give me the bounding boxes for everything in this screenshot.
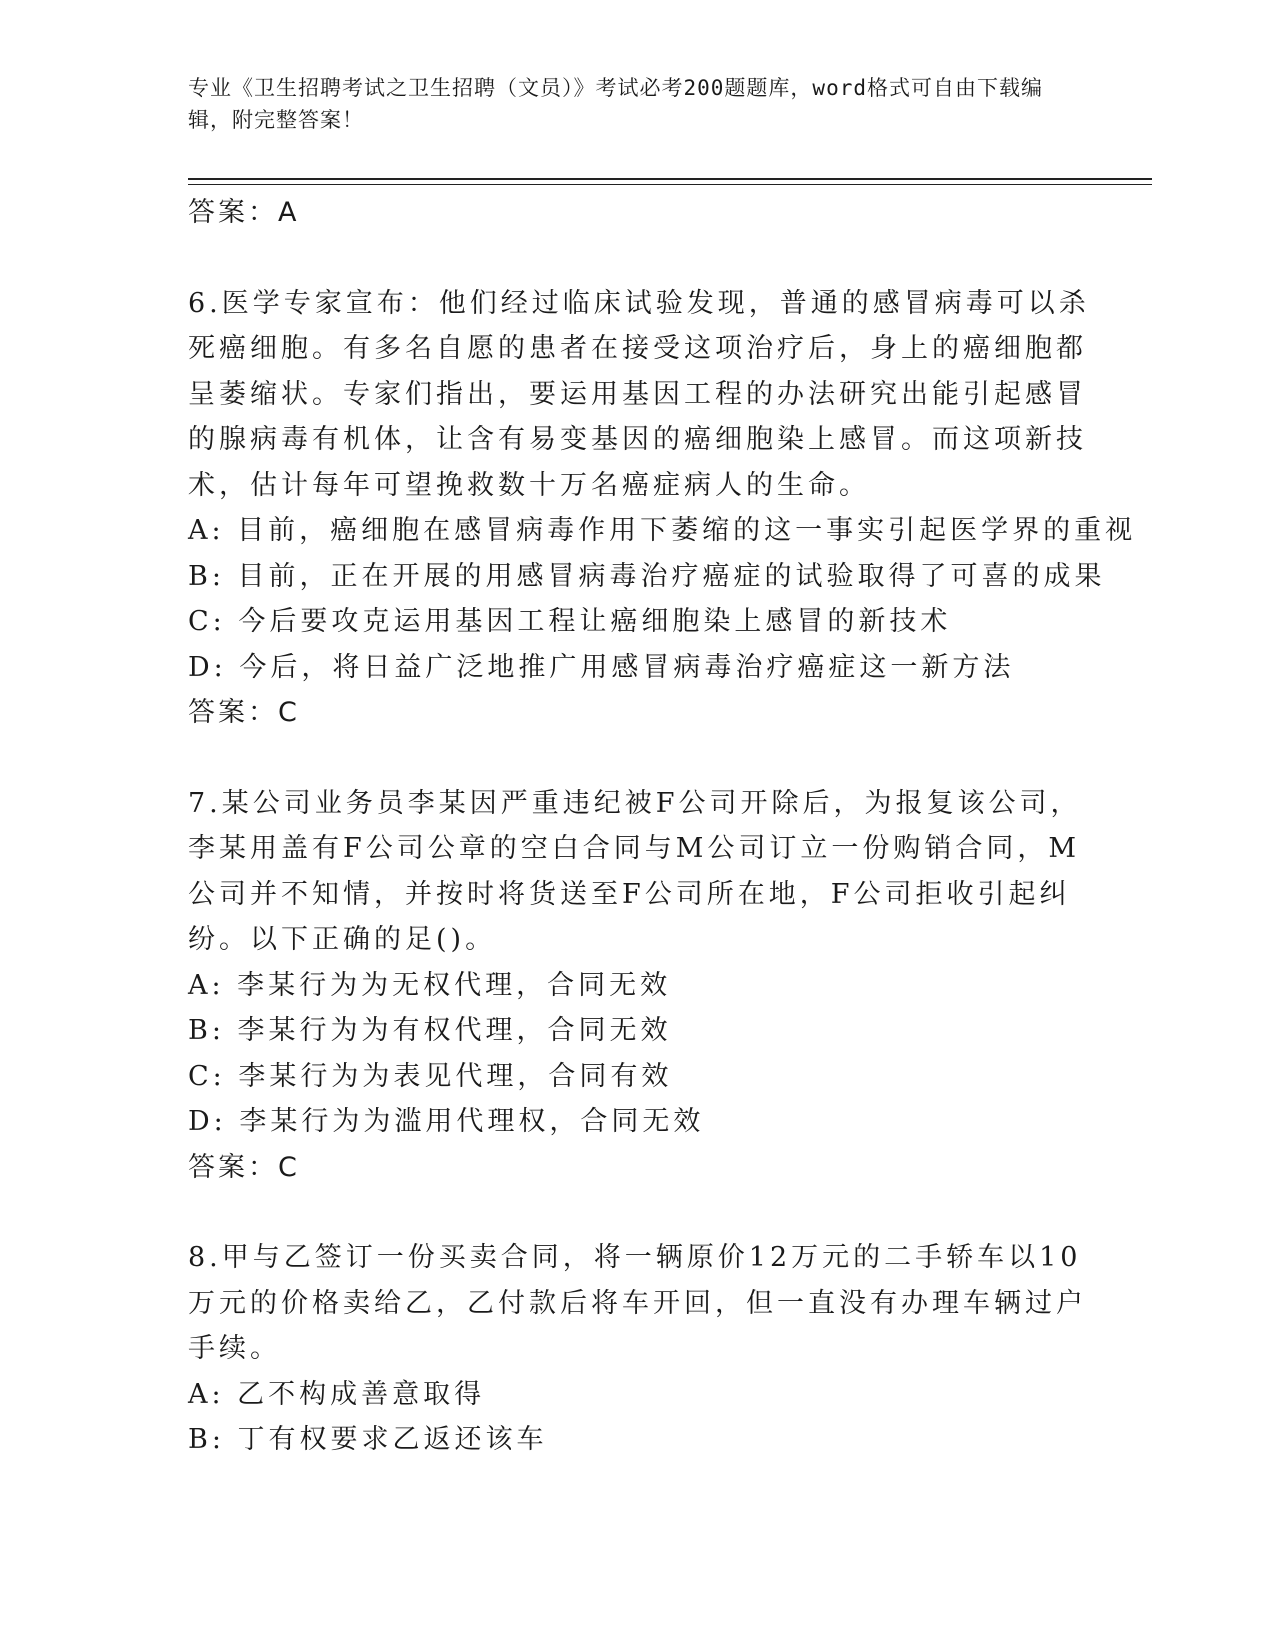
- option-b: B: 李某行为为有权代理，合同无效: [188, 1015, 672, 1046]
- option-a: A: 目前，癌细胞在感冒病毒作用下萎缩的这一事实引起医学界的重视: [188, 515, 1137, 546]
- answer-q6: 答案：C: [188, 697, 300, 728]
- option-d: D: 李某行为为滥用代理权，合同无效: [188, 1106, 705, 1137]
- question-8: [188, 1235, 1093, 1463]
- option-b: B: 目前，正在开展的用感冒病毒治疗癌症的试验取得了可喜的成果: [188, 560, 1106, 592]
- option-b: B: 丁有权要求乙返还该车: [188, 1424, 548, 1455]
- header-rule-thin: [188, 184, 1152, 185]
- document-body: [188, 190, 1137, 1463]
- question-stem: 8.甲与乙签订一份买卖合同，将一辆原价12万元的二手轿车以10万元的价格卖给乙，乙付款后将车开回，但一直没有办理车辆过户手续。: [188, 1242, 1087, 1364]
- option-a: A: 李某行为为无权代理，合同无效: [188, 969, 672, 1001]
- option-a: A: 乙不构成善意取得: [188, 1378, 486, 1410]
- answer-q7: 答案：C: [188, 1151, 300, 1183]
- question-6: [188, 281, 1137, 736]
- header-rule-thick: [188, 178, 1152, 180]
- option-c: C: 今后要攻克运用基因工程让癌细胞染上感冒的新技术: [188, 606, 952, 637]
- option-d: D: 今后，将日益广泛地推广用感冒病毒治疗癌症这一新方法: [188, 651, 1015, 683]
- header-text: 专业《卫生招聘考试之卫生招聘（文员）》考试必考200题题库，word格式可自由下载编辑，附完整答案！: [188, 76, 1043, 132]
- option-c: C: 李某行为为表见代理，合同有效: [188, 1060, 673, 1092]
- question-stem: 6.医学专家宣布：他们经过临床试验发现，普通的感冒病毒可以杀死癌细胞。有多名自愿的患者在接受这项治疗后，身上的癌细胞都呈萎缩状。专家们指出，要运用基因工程的办法研究出能引起感冒的腺病毒有机体，让含有易变基因的癌细胞染上感冒。而这项新技术，估计每年可望挽救数十万名癌症病人的生命。: [188, 287, 1090, 501]
- question-7: [188, 781, 1093, 1191]
- document-header: [188, 72, 1068, 136]
- answer-q5: 答案：A: [188, 197, 300, 228]
- question-stem: 7.某公司业务员李某因严重违纪被F公司开除后，为报复该公司，李某用盖有F公司公章的空白合同与M公司订立一份购销合同，M公司并不知情，并按时将货送至F公司所在地，F公司拒收引起纠纷。以下正确的足()。: [188, 787, 1082, 955]
